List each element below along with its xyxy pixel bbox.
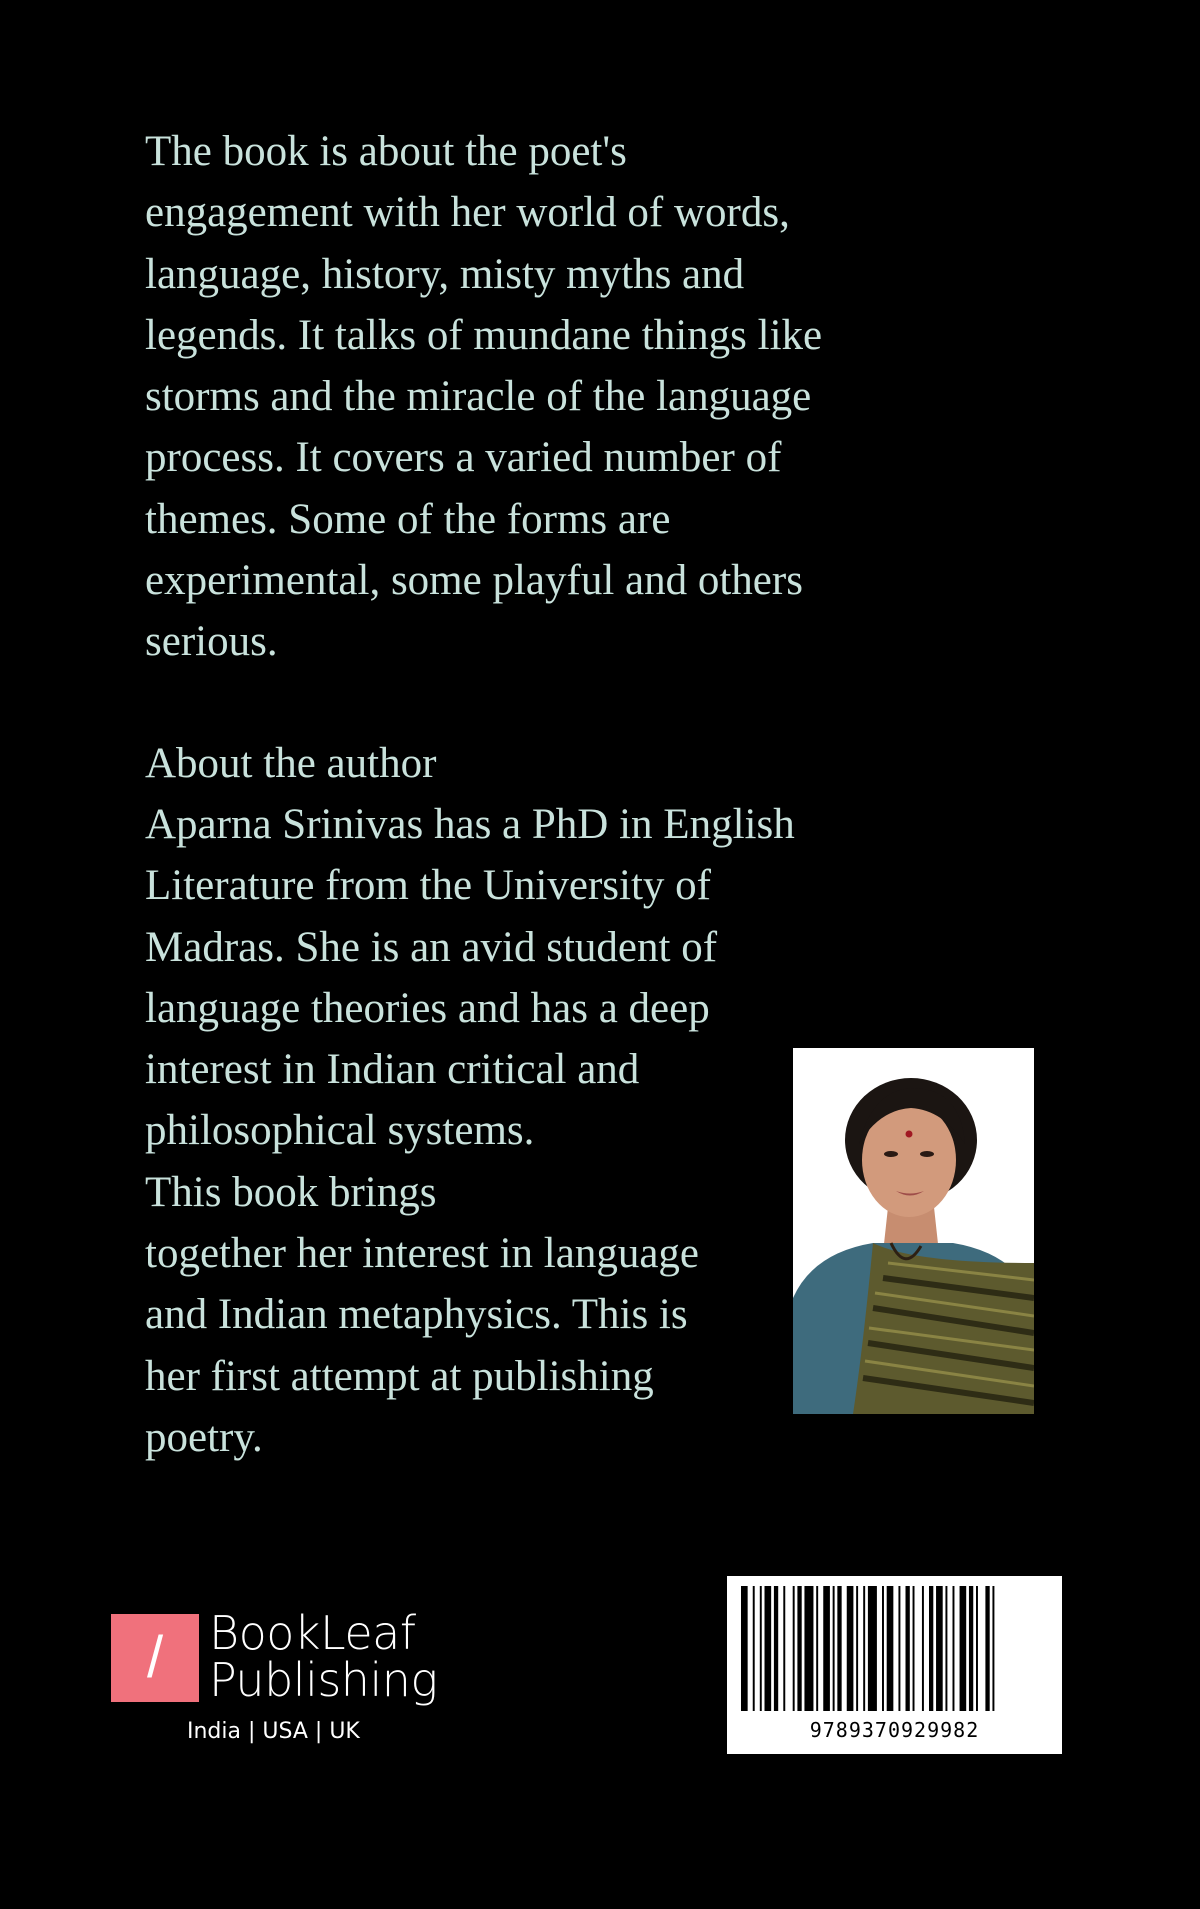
barcode-bar (953, 1586, 955, 1711)
barcode-bar (976, 1586, 978, 1711)
barcode-bar (760, 1586, 762, 1711)
barcode-bar (816, 1586, 818, 1711)
isbn-number: 9789370929982 (809, 1718, 980, 1742)
bio-line: her first attempt at publishing (145, 1352, 654, 1400)
barcode-bar (887, 1586, 894, 1711)
barcode-bar (774, 1586, 778, 1711)
barcode-bar (741, 1586, 748, 1711)
barcode-bar (945, 1586, 947, 1711)
barcode-bar (913, 1586, 915, 1711)
publisher-logo (111, 1606, 561, 1764)
barcode-bar (837, 1586, 841, 1711)
blurb-line: legends. It talks of mundane things like (145, 311, 823, 359)
bio-line: philosophical systems. (145, 1107, 535, 1155)
barcode-bar (863, 1586, 865, 1711)
blurb-line: storms and the miracle of the language (145, 373, 812, 421)
bio-line: and Indian metaphysics. This is (145, 1291, 688, 1339)
bio-line: Madras. She is an avid student of (145, 923, 718, 971)
blurb-line: The book is about the poet's (145, 128, 627, 175)
barcode-bar (985, 1586, 989, 1711)
barcode-bar (856, 1586, 858, 1711)
barcode-bar (797, 1586, 801, 1711)
barcode-bars (727, 1576, 1062, 1716)
publisher-name-line-1: BookLeaf (209, 1606, 416, 1660)
bio-line: This book brings (145, 1168, 437, 1216)
author-photo (793, 1048, 1034, 1414)
barcode-bar (936, 1586, 943, 1711)
book-blurb (145, 121, 925, 673)
barcode-bar (847, 1586, 854, 1711)
publisher-name-line-2: Publishing (209, 1653, 438, 1707)
author-portrait-illustration (793, 1048, 1034, 1414)
slash-logo-icon: / (111, 1614, 199, 1702)
barcode-bar (882, 1586, 884, 1711)
about-author-heading: About the author (145, 740, 437, 787)
barcode-bar (823, 1586, 830, 1711)
barcode-bar (969, 1586, 973, 1711)
isbn-barcode (727, 1576, 1062, 1754)
barcode-bar (793, 1586, 795, 1711)
blurb-line: engagement with her world of words, (145, 189, 790, 237)
blurb-line: themes. Some of the forms are (145, 495, 671, 543)
barcode-bar (906, 1586, 910, 1711)
blurb-line: serious. (145, 618, 278, 666)
bio-line: poetry. (145, 1413, 263, 1461)
barcode-bar (868, 1586, 877, 1711)
barcode-bar (753, 1586, 755, 1711)
bio-line: Literature from the University of (145, 862, 711, 910)
barcode-bar (804, 1586, 813, 1711)
barcode-bar (960, 1586, 967, 1711)
blurb-line: language, history, misty myths and (145, 250, 745, 298)
publisher-regions: India | USA | UK (187, 1719, 360, 1744)
barcode-bar (833, 1586, 835, 1711)
barcode-bar (898, 1586, 900, 1711)
barcode-bar (783, 1586, 785, 1711)
bio-line: language theories and has a deep (145, 984, 710, 1032)
barcode-bar (922, 1586, 924, 1711)
blurb-line: experimental, some playful and others (145, 557, 803, 605)
barcode-bar (765, 1586, 772, 1711)
barcode-bar (929, 1586, 933, 1711)
blurb-line: process. It covers a varied number of (145, 434, 782, 482)
bio-line: together her interest in language (145, 1230, 700, 1278)
barcode-bar (992, 1586, 994, 1711)
bio-line: interest in Indian critical and (145, 1046, 640, 1094)
bio-line: Aparna Srinivas has a PhD in English (145, 801, 795, 848)
